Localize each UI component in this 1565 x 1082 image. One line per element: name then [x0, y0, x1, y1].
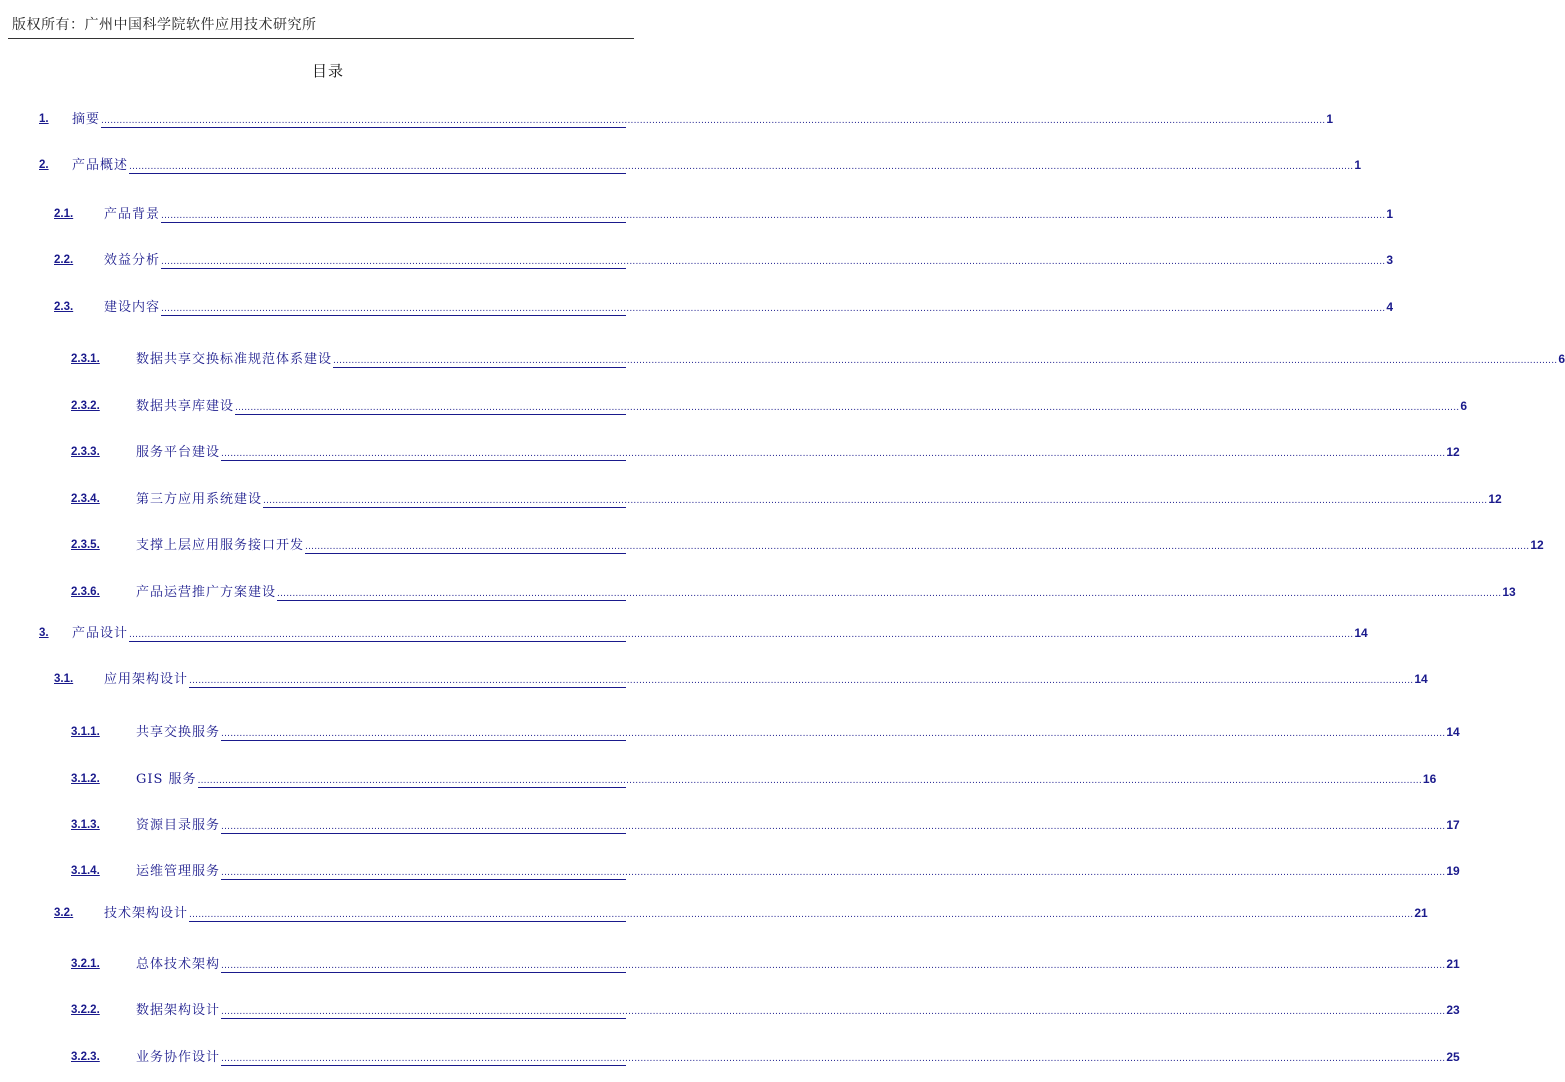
toc-dot-leader: ................................................................................................................................................................................................................................................................................................................................................................................................................: [305, 542, 1530, 552]
toc-dot-leader: ................................................................................................................................................................................................................................................................................................................................................................................................................: [263, 496, 1488, 506]
toc-entry-link[interactable]: [136, 443, 1460, 461]
toc-entry-link[interactable]: [104, 298, 1394, 316]
toc-entry-page-number[interactable]: 14: [1446, 725, 1460, 739]
toc-dot-leader: ................................................................................................................................................................................................................................................................................................................................................................................................................: [221, 1007, 1446, 1017]
toc-entry-page-number[interactable]: 12: [1446, 445, 1460, 459]
toc-entry-page-number[interactable]: 16: [1422, 772, 1437, 786]
toc-entry-title[interactable]: 数据共享库建设: [136, 399, 235, 414]
toc-entry-page-number[interactable]: 3: [1386, 253, 1394, 267]
toc-dot-leader: ................................................................................................................................................................................................................................................................................................................................................................................................................: [161, 304, 1386, 314]
toc-entry[interactable]: [71, 1001, 1460, 1019]
toc-entry-number[interactable]: 2.3.: [54, 301, 74, 313]
toc-dot-leader: ................................................................................................................................................................................................................................................................................................................................................................................................................: [221, 729, 1446, 739]
toc-entry-title[interactable]: 技术架构设计: [104, 906, 189, 921]
toc-entry[interactable]: [71, 350, 1565, 368]
toc-dot-leader: ................................................................................................................................................................................................................................................................................................................................................................................................................: [101, 116, 1326, 126]
toc-entry-link[interactable]: [136, 536, 1544, 554]
toc-entry[interactable]: [71, 1048, 1460, 1066]
toc-entry-number[interactable]: 3.2.: [54, 907, 74, 919]
toc-entry-number[interactable]: 2.3.6.: [71, 586, 100, 598]
toc-entry-page-number[interactable]: 6: [1558, 352, 1565, 366]
toc-dot-leader: ................................................................................................................................................................................................................................................................................................................................................................................................................: [161, 257, 1386, 267]
toc-entry-title[interactable]: 总体技术架构: [136, 957, 221, 972]
toc-dot-leader: ................................................................................................................................................................................................................................................................................................................................................................................................................: [221, 449, 1446, 459]
toc-entry-title[interactable]: 产品设计: [72, 626, 129, 641]
toc-entry-page-number[interactable]: 17: [1446, 818, 1460, 832]
toc-entry-number[interactable]: 2.1.: [54, 208, 74, 220]
toc-entry-title[interactable]: 产品运营推广方案建设: [136, 585, 277, 600]
toc-entry[interactable]: [54, 298, 1394, 316]
toc-dot-leader: ................................................................................................................................................................................................................................................................................................................................................................................................................: [235, 403, 1460, 413]
toc-entry-link[interactable]: [72, 110, 1334, 128]
toc-entry[interactable]: [39, 156, 1362, 174]
toc-entry-link[interactable]: [72, 624, 1368, 642]
toc-entry-page-number[interactable]: 6: [1460, 399, 1468, 413]
toc-entry-page-number[interactable]: 13: [1502, 585, 1516, 599]
toc-entry-title[interactable]: 资源目录服务: [136, 818, 221, 833]
toc-entry[interactable]: [39, 624, 1368, 642]
toc-entry-title[interactable]: 服务平台建设: [136, 445, 221, 460]
toc-entry-page-number[interactable]: 21: [1446, 957, 1460, 971]
toc-entry-title[interactable]: 产品概述: [72, 158, 129, 173]
toc-entry-title[interactable]: 共享交换服务: [136, 725, 221, 740]
toc-entry[interactable]: [54, 205, 1394, 223]
toc-entry-link[interactable]: [72, 156, 1362, 174]
toc-entry-page-number[interactable]: 4: [1386, 300, 1394, 314]
toc-entry[interactable]: [71, 490, 1502, 508]
toc-entry-number[interactable]: 2.3.4.: [71, 493, 100, 505]
toc-entry-page-number[interactable]: 23: [1446, 1003, 1460, 1017]
toc-entry-number[interactable]: 2.: [39, 159, 49, 171]
toc-entry-number[interactable]: 3.1.3.: [71, 819, 100, 831]
toc-entry[interactable]: [54, 670, 1428, 688]
toc-entry-link[interactable]: [136, 955, 1460, 973]
toc-entry-title[interactable]: 效益分析: [104, 253, 161, 268]
toc-entry-number[interactable]: 2.2.: [54, 254, 74, 266]
toc-entry-title[interactable]: 建设内容: [104, 300, 161, 315]
toc-entry-title[interactable]: 摘要: [72, 112, 101, 127]
toc-dot-leader: ................................................................................................................................................................................................................................................................................................................................................................................................................: [221, 822, 1446, 832]
toc-entry[interactable]: [71, 816, 1460, 834]
toc-entry-page-number[interactable]: 12: [1488, 492, 1502, 506]
toc-entry-number[interactable]: 3.1.4.: [71, 865, 100, 877]
toc-entry-page-number[interactable]: 1: [1326, 112, 1334, 126]
toc-entry-title[interactable]: 第三方应用系统建设: [136, 492, 263, 507]
toc-entry-link[interactable]: [136, 770, 1437, 788]
toc-entry-link[interactable]: [104, 251, 1394, 269]
toc-entry-link[interactable]: [136, 583, 1516, 601]
toc-entry[interactable]: [39, 110, 1334, 128]
toc-entry[interactable]: [71, 723, 1460, 741]
toc-dot-leader: ................................................................................................................................................................................................................................................................................................................................................................................................................: [221, 868, 1446, 878]
toc-entry-number[interactable]: 3.2.1.: [71, 958, 100, 970]
toc-entry-number[interactable]: 2.3.2.: [71, 400, 100, 412]
toc-entry-title[interactable]: 数据架构设计: [136, 1003, 221, 1018]
toc-entry-title[interactable]: GIS 服务: [136, 772, 197, 787]
toc-entry-link[interactable]: [136, 350, 1565, 368]
toc-entry-page-number[interactable]: 25: [1446, 1050, 1460, 1064]
toc-entry-number[interactable]: 2.3.5.: [71, 539, 100, 551]
toc-entry[interactable]: [71, 862, 1460, 880]
page-header-copyright: 版权所有：广州中国科学院软件应用技术研究所: [12, 17, 317, 33]
toc-entry[interactable]: [71, 955, 1460, 973]
toc-title: 目录: [311, 62, 344, 80]
toc-entry-number[interactable]: 1.: [39, 113, 49, 125]
toc-entry[interactable]: [71, 770, 1437, 788]
toc-entry-title[interactable]: 支撑上层应用服务接口开发: [136, 538, 305, 553]
toc-dot-leader: ................................................................................................................................................................................................................................................................................................................................................................................................................: [277, 589, 1502, 599]
toc-entry-title[interactable]: 应用架构设计: [104, 672, 189, 687]
toc-entry[interactable]: [54, 904, 1428, 922]
toc-entry-title[interactable]: 数据共享交换标准规范体系建设: [136, 352, 333, 367]
toc-entry-title[interactable]: 运维管理服务: [136, 864, 221, 879]
toc-entry-number[interactable]: 3.1.: [54, 673, 74, 685]
toc-entry-link[interactable]: [136, 862, 1460, 880]
toc-entry-link[interactable]: [104, 205, 1394, 223]
toc-entry-link[interactable]: [136, 723, 1460, 741]
toc-dot-leader: ................................................................................................................................................................................................................................................................................................................................................................................................................: [221, 961, 1446, 971]
toc-dot-leader: ................................................................................................................................................................................................................................................................................................................................................................................................................: [129, 162, 1354, 172]
toc-dot-leader: ................................................................................................................................................................................................................................................................................................................................................................................................................: [129, 630, 1354, 640]
toc-entry-link[interactable]: [104, 670, 1428, 688]
toc-entry-page-number[interactable]: 14: [1414, 672, 1428, 686]
toc-entry-link[interactable]: [136, 397, 1468, 415]
toc-entry-link[interactable]: [136, 1001, 1460, 1019]
toc-entry-page-number[interactable]: 1: [1386, 207, 1394, 221]
toc-entry-number[interactable]: 3.2.3.: [71, 1051, 100, 1063]
toc-entry-page-number[interactable]: 12: [1530, 538, 1544, 552]
toc-entry-number[interactable]: 3.2.2.: [71, 1004, 100, 1016]
toc-dot-leader: ................................................................................................................................................................................................................................................................................................................................................................................................................: [189, 910, 1414, 920]
toc-entry-link[interactable]: [136, 1048, 1460, 1066]
toc-entry-number[interactable]: 2.3.1.: [71, 353, 100, 365]
toc-dot-leader: ................................................................................................................................................................................................................................................................................................................................................................................................................: [333, 356, 1558, 366]
toc-dot-leader: ................................................................................................................................................................................................................................................................................................................................................................................................................: [189, 676, 1414, 686]
toc-entry[interactable]: [54, 251, 1394, 269]
toc-entry-number[interactable]: 3.: [39, 627, 49, 639]
toc-dot-leader: ................................................................................................................................................................................................................................................................................................................................................................................................................: [197, 776, 1422, 786]
toc-entry[interactable]: [71, 583, 1516, 601]
toc-entry[interactable]: [71, 536, 1544, 554]
toc-entry-number[interactable]: 3.1.2.: [71, 773, 100, 785]
toc-entry-number[interactable]: 2.3.3.: [71, 446, 100, 458]
toc-entry-title[interactable]: 业务协作设计: [136, 1050, 221, 1065]
toc-entry[interactable]: [71, 397, 1468, 415]
toc-entry-link[interactable]: [136, 816, 1460, 834]
toc-entry-page-number[interactable]: 14: [1354, 626, 1368, 640]
toc-entry-number[interactable]: 3.1.1.: [71, 726, 100, 738]
toc-entry-page-number[interactable]: 1: [1354, 158, 1362, 172]
toc-entry-link[interactable]: [136, 490, 1502, 508]
toc-entry-title[interactable]: 产品背景: [104, 207, 161, 222]
toc-entry-page-number[interactable]: 19: [1446, 864, 1460, 878]
toc-dot-leader: ................................................................................................................................................................................................................................................................................................................................................................................................................: [221, 1054, 1446, 1064]
toc-entry-link[interactable]: [104, 904, 1428, 922]
toc-dot-leader: ................................................................................................................................................................................................................................................................................................................................................................................................................: [161, 211, 1386, 221]
toc-entry[interactable]: [71, 443, 1460, 461]
toc-entry-page-number[interactable]: 21: [1414, 906, 1428, 920]
